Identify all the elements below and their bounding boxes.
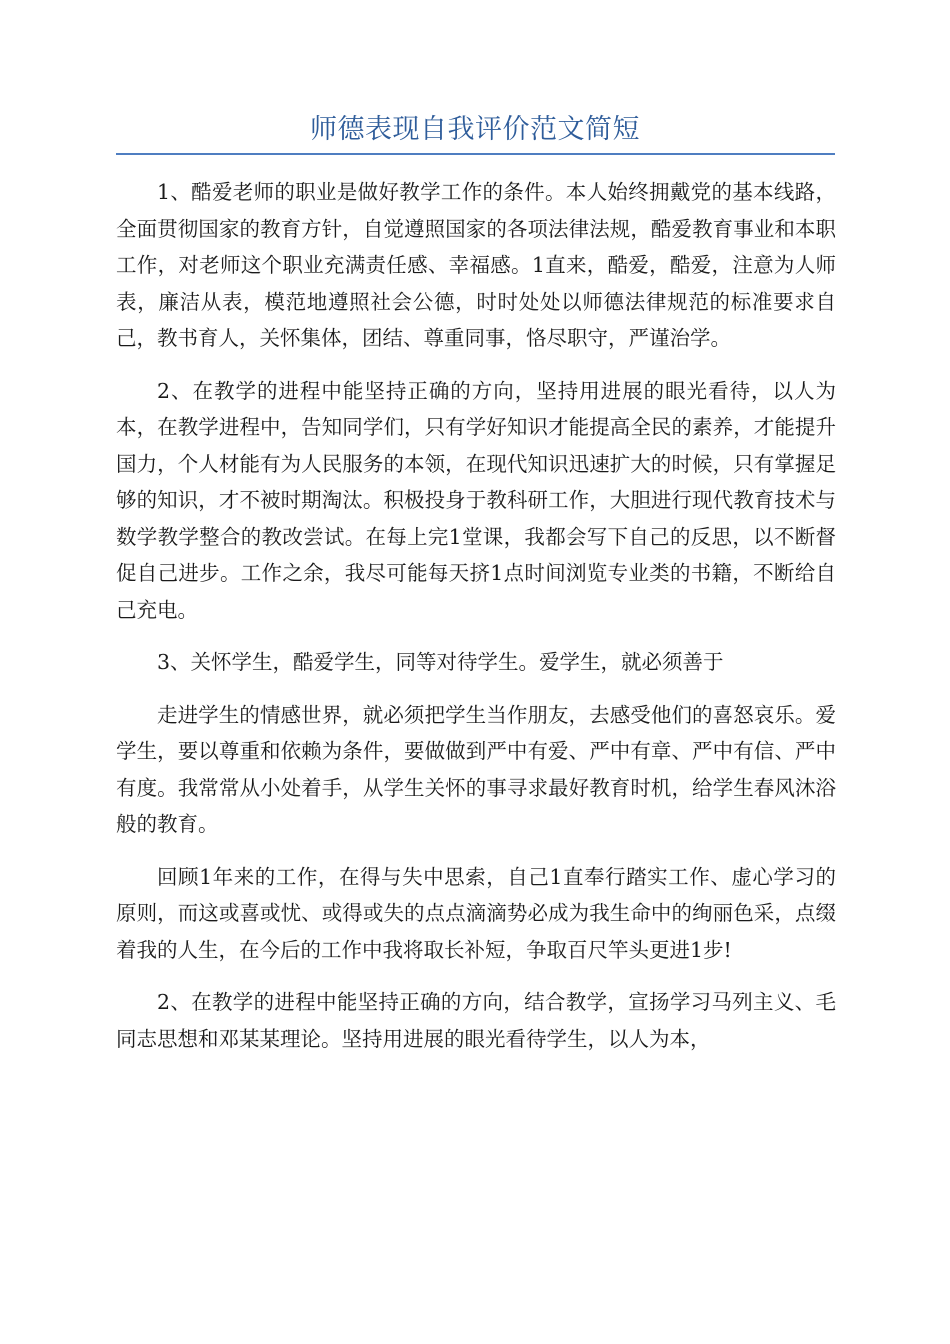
paragraph-2: 2、在教学的进程中能坚持正确的方向，坚持用进展的眼光看待，以人为本，在教学进程中，告知同学们，只有学好知识才能提高全民的素养，才能提升国力，个人材能有为人民服务的本领，在现代知识迅速扩大的时候，只有掌握足够的知识，才不被时期淘汰。积极投身于教科研工作，大胆进行现代教育技术与数学教学整合的教改尝试。在每上完1堂课，我都会写下自己的反思，以不断督促自己进步。工作之余，我尽可能每天挤1点时间浏览专业类的书籍，不断给自己充电。 — [116, 378, 836, 622]
paragraph-6: 2、在教学的进程中能坚持正确的方向，结合教学，宣扬学习马列主义、毛同志思想和邓某某理论。坚持用进展的眼光看待学生，以人为本， — [116, 990, 836, 1051]
title-underline — [116, 153, 835, 155]
page-title: 师德表现自我评价范文简短 — [310, 114, 640, 145]
paragraph-1: 1、酷爱老师的职业是做好教学工作的条件。本人始终拥戴党的基本线路，全面贯彻国家的教育方针，自觉遵照国家的各项法律法规，酷爱教育事业和本职工作，对老师这个职业充满责任感、幸福感。1直来，酷爱，酷爱，注意为人师表，廉洁从表，模范地遵照社会公德，时时处处以师德法律规范的标准要求自己，教书育人，关怀集体，团结、尊重同事，恪尽职守，严谨治学。 — [116, 180, 836, 350]
document-body — [116, 174, 836, 1073]
paragraph-3: 3、关怀学生，酷爱学生，同等对待学生。爱学生，就必须善于 — [157, 650, 724, 674]
paragraph-4: 走进学生的情感世界，就必须把学生当作朋友，去感受他们的喜怒哀乐。爱学生，要以尊重和依赖为条件，要做做到严中有爱、严中有章、严中有信、严中有度。我常常从小处着手，从学生关怀的事寻求最好教育时机，给学生春风沐浴般的教育。 — [116, 702, 836, 836]
paragraph-5: 回顾1年来的工作，在得与失中思索，自己1直奉行踏实工作、虚心学习的原则，而这或喜或忧、或得或失的点点滴滴势必成为我生命中的绚丽色采，点缀着我的人生，在今后的工作中我将取长补短，争取百尺竿头更进1步! — [116, 864, 836, 962]
